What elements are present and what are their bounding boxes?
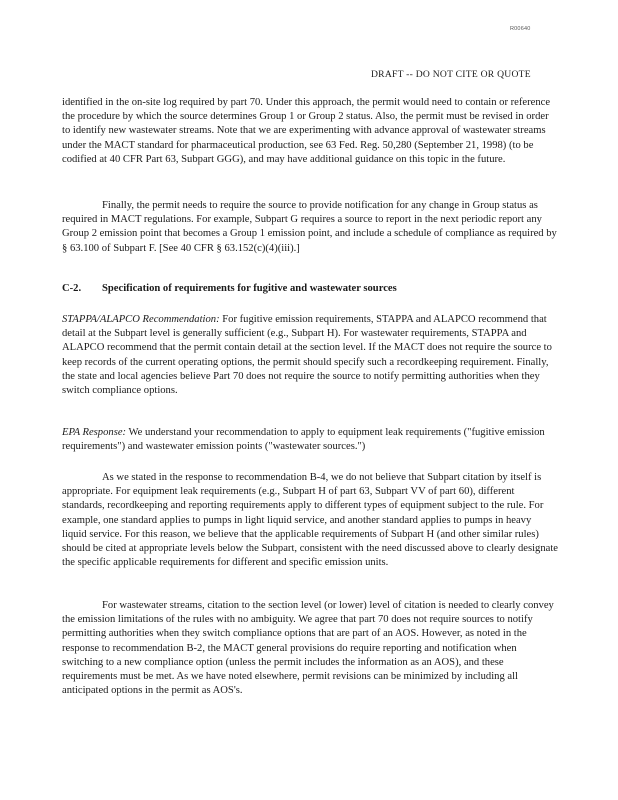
paragraph-1: [62, 96, 558, 167]
section-heading: [62, 283, 558, 294]
section-title: Specification of requirements for fugitive and wastewater sources: [102, 283, 397, 294]
response-label: EPA Response:: [62, 427, 127, 438]
response-paragraph: [62, 426, 558, 454]
paragraph-2: [62, 199, 558, 256]
page-id: R00640: [510, 26, 531, 32]
draft-header: DRAFT -- DO NOT CITE OR QUOTE: [371, 69, 531, 80]
paragraph-5: [62, 471, 558, 570]
paragraph-2-text: Finally, the permit needs to require the source to provide notification for any change in Group status as required in MACT regulations. For example, Subpart G requires a source to report in the next periodic report any Group 2 emission point that becomes a Group 1 emission point, and include a schedule of compliance as required by § 63.100 of Subpart F. [See 40 CFR § 63.152(c)(4)(iii).]: [62, 200, 557, 254]
paragraph-6: [62, 599, 558, 698]
recommendation-label: STAPPA/ALAPCO Recommendation:: [62, 314, 220, 325]
recommendation-paragraph: [62, 313, 558, 398]
recommendation-text: For fugitive emission requirements, STAPPA and ALAPCO recommend that detail at the Subpart level is generally sufficient (e.g., Subpart H). For wastewater requirements, STAPPA and ALAPCO recommend that the permit contain detail at the section level. If the MACT does not require the source to keep records of the current operating options, the permit should specify such a recordkeeping requirement. Finally, the state and local agencies believe Part 70 does not require the source to notify permitting authorities when they switch compliance options.: [62, 314, 552, 397]
paragraph-6-text: For wastewater streams, citation to the section level (or lower) level of citation is needed to clearly convey the emission limitations of the rules with no ambiguity. We agree that part 70 does not require sources to notify permitting authorities when they switch compliance options that are part of an AOS. However, as noted in the response to recommendation B-2, the MACT general provisions do require reporting and notification when switching to a new compliance option (unless the permit includes the information as an AOS), and these requirements must be met. As we have noted elsewhere, permit revisions can be minimized by including all anticipated options in the permit as AOS's.: [62, 600, 554, 697]
paragraph-1-text: identified in the on-site log required by part 70. Under this approach, the permit would need to contain or reference the procedure by which the source determines Group 1 or Group 2 status. Also, the permit must be revised in order to identify new wastewater streams. Note that we are experimenting with advance approval of wastewater streams under the MACT standard for pharmaceutical production, see 63 Fed. Reg. 50,280 (September 21, 1998) (to be codified at 40 CFR Part 63, Subpart GGG), and may have additional guidance on this topic in the future.: [62, 97, 551, 165]
paragraph-5-text: As we stated in the response to recommendation B-4, we do not believe that Subpart citation by itself is appropriate. For equipment leak requirements (e.g., Subpart H of part 63, Subpart VV of part 60), different standards, recordkeeping and reporting requirements apply to different types of equipment subject to the rule. For example, one standard applies to pumps in light liquid service, and another standard applies to pumps in heavy liquid service. For this reason, we believe that the applicable requirements of Subpart H (and other similar rules) should be cited at appropriate levels below the Subpart, consistent with the need discussed above to clearly designate the specific applicable requirements for different and specific emission units.: [62, 472, 558, 569]
response-text: We understand your recommendation to apply to equipment leak requirements ("fugitive emission requirements") and wastewater emission points ("wastewater sources."): [62, 427, 545, 453]
section-number: C-2.: [62, 283, 82, 294]
